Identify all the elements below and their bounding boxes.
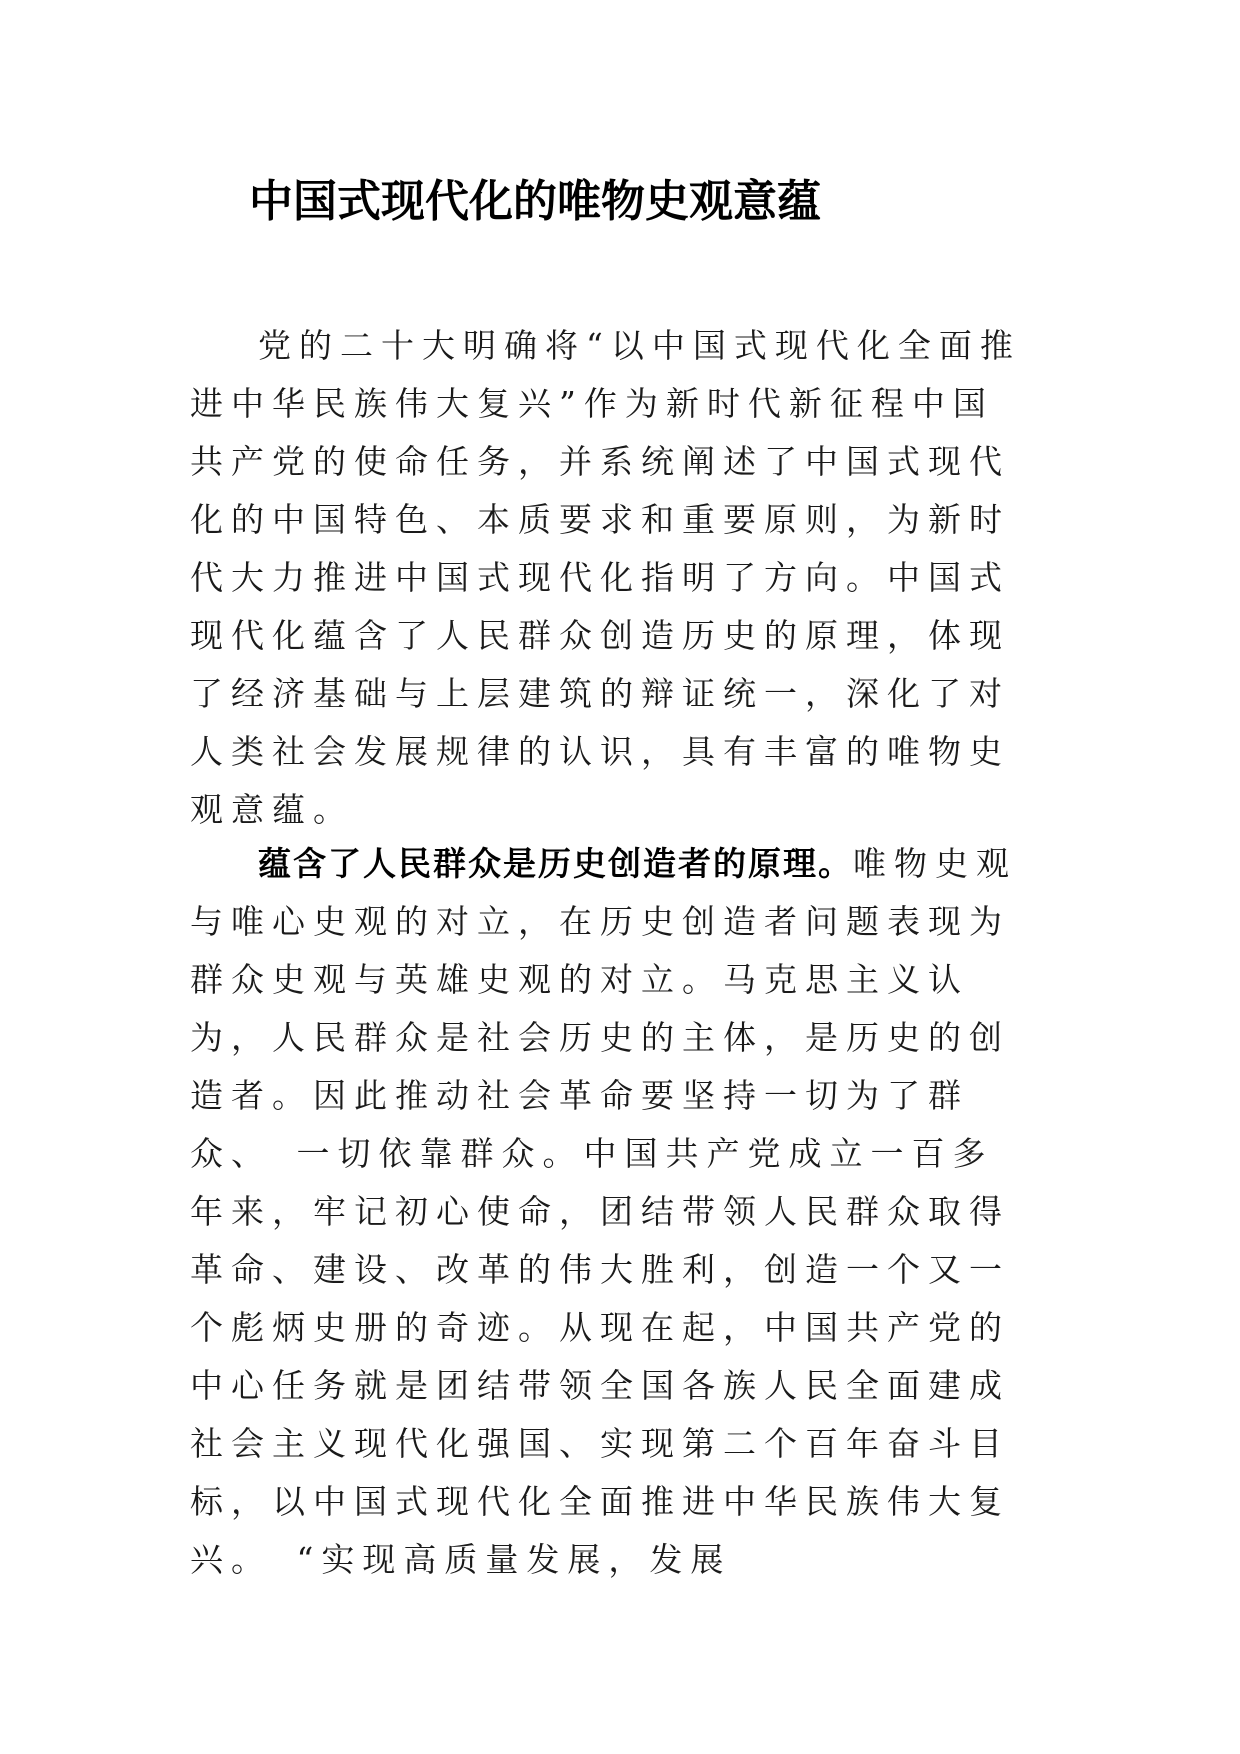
intro-paragraph: 党的二十大明确将“以中国式现代化全面推进中华民族伟大复兴”作为新时代新征程中国共产党的使命任务，并系统阐述了中国式现代化的中国特色、本质要求和重要原则，为新时代大力推进中国式现代化指明了方向。中国式现代化蕴含了人民群众创造历史的原理，体现了经济基础与上层建筑的辩证统一，深化了对人类社会发展规律的认识，具有丰富的唯物史观意蕴。 bbox=[190, 326, 1021, 829]
section-paragraph bbox=[190, 835, 1030, 1589]
section-heading: 蕴含了人民群众是历史创造者的原理。 bbox=[258, 844, 853, 883]
section-body: 唯物史观与唯心史观的对立，在历史创造者问题表现为群众史观与英雄史观的对立。马克思主义认为，人民群众是社会历史的主体，是历史的创造者。因此推动社会革命要坚持一切为了群众、 一切依靠群众。中国共产党成立一百多年来，牢记初心使命，团结带领人民群众取得革命、建设、改革的伟大胜利，创造一个又一个彪炳史册的奇迹。从现在起，中国共产党的中心任务就是团结带领全国各族人民全面建成社会主义现代化强国、实现第二个百年奋斗目标，以中国式现代化全面推进中华民族伟大复兴。 “实现高质量发展，发展 bbox=[190, 844, 1017, 1579]
document-title: 中国式现代化的唯物史观意蕴 bbox=[249, 176, 821, 227]
